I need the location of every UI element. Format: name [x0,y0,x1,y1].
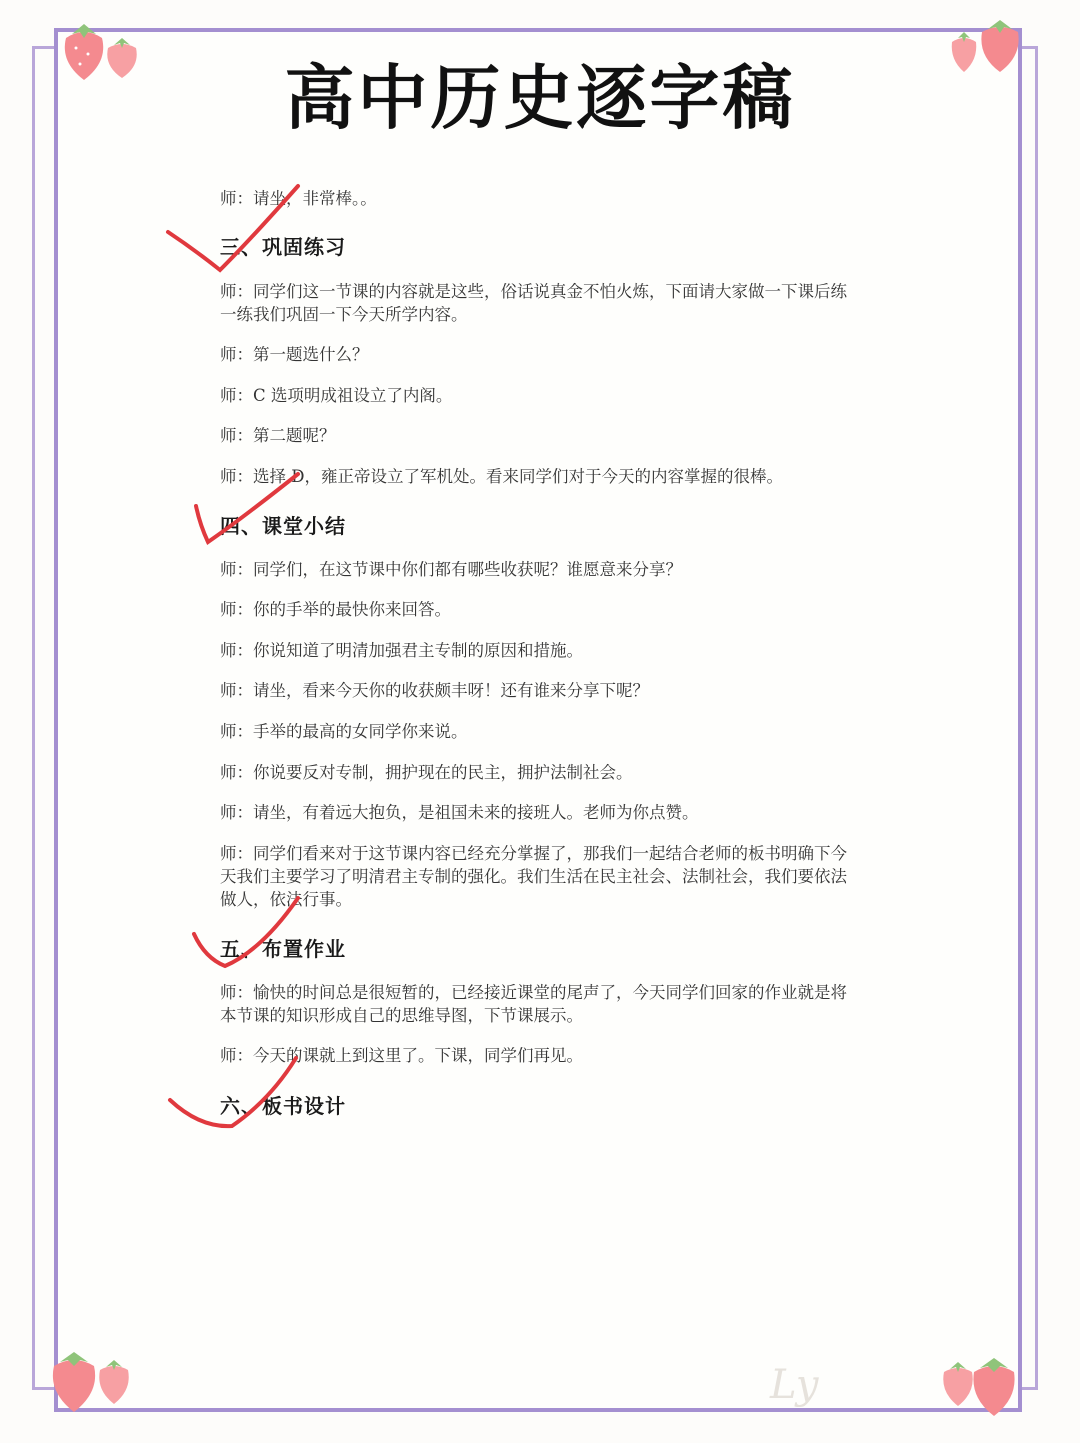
teacher-line: 师：选择 D，雍正帝设立了军机处。看来同学们对于今天的内容掌握的很棒。 [220,467,783,486]
teacher-line: 师：同学们看来对于这节课内容已经充分掌握了，那我们一起结合老师的板书明确下今天我们主要学习了明清君主专制的强化。我们生活在民主社会、法制社会，我们要依法做人，依法行事。 [220,844,847,909]
strawberry-icon [48,1346,138,1416]
section-heading: 四、课堂小结 [220,514,346,538]
teacher-line: 师：愉快的时间总是很短暂的，已经接近课堂的尾声了，今天同学们回家的作业就是将本节课的知识形成自己的思维导图，下节课展示。 [220,983,847,1025]
section-heading: 六、板书设计 [220,1094,346,1118]
section-heading: 五、布置作业 [220,937,346,961]
signature-watermark: Ly [770,1362,819,1408]
section-heading: 三、巩固练习 [220,235,346,259]
teacher-line: 师：今天的课就上到这里了。下课，同学们再见。 [220,1046,583,1065]
teacher-line: 师：第二题呢？ [220,426,336,445]
teacher-line: 师：请坐，非常棒。。 [220,189,377,208]
strawberry-icon [940,1352,1024,1418]
teacher-line: 师：同学们这一节课的内容就是这些，俗话说真金不怕火炼，下面请大家做一下课后练一练我们巩固一下今天所学内容。 [220,282,847,324]
teacher-line: 师：第一题选什么？ [220,345,369,364]
teacher-line: 师：你说知道了明清加强君主专制的原因和措施。 [220,641,583,660]
teacher-line: 师：手举的最高的女同学你来说。 [220,722,468,741]
teacher-line: 师：你的手举的最快你来回答。 [220,600,451,619]
teacher-line: 师：请坐，看来今天你的收获颇丰呀！还有谁来分享下呢？ [220,681,649,700]
teacher-line: 师：C 选项明成祖设立了内阁。 [220,386,453,405]
teacher-line: 师：请坐，有着远大抱负，是祖国未来的接班人。老师为你点赞。 [220,803,699,822]
page-title: 高中历史逐字稿 [284,57,796,139]
teacher-line: 师：同学们，在这节课中你们都有哪些收获呢？谁愿意来分享？ [220,560,682,579]
teacher-line: 师：你说要反对专制，拥护现在的民主，拥护法制社会。 [220,763,633,782]
